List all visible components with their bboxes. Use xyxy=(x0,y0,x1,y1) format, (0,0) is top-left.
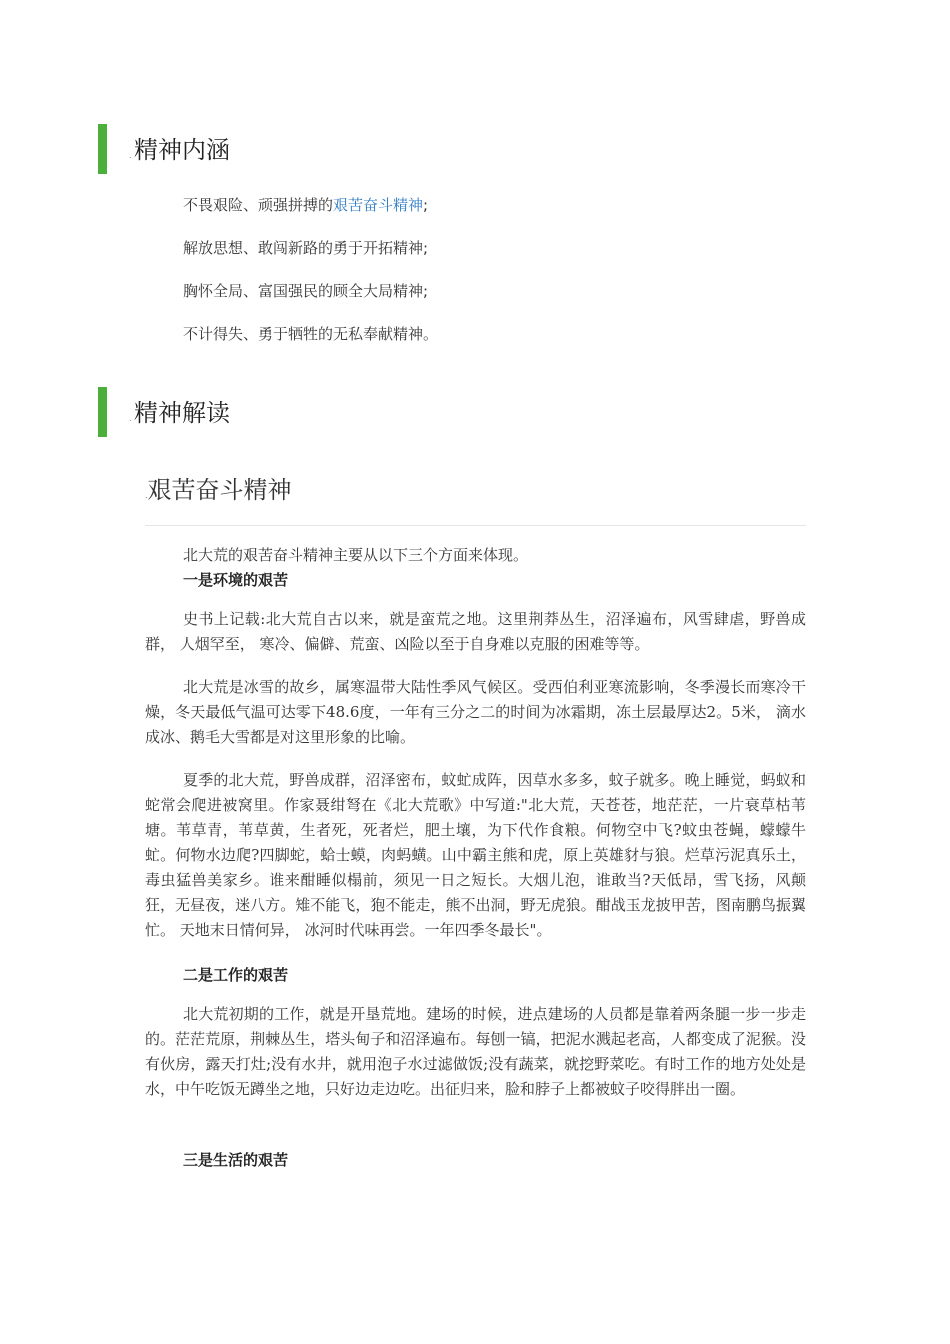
list-item: 不计得失、勇于牺牲的无私奉献精神。 xyxy=(183,325,439,343)
point-heading: 三是生活的艰苦 xyxy=(183,1151,289,1169)
section-title: 精神解读 xyxy=(134,399,230,427)
sub-heading: .艰苦奋斗精神 xyxy=(145,476,292,504)
heading-accent-bar xyxy=(98,387,107,437)
intro-text: 北大荒的艰苦奋斗精神主要从以下三个方面来体现。 xyxy=(183,546,529,564)
hard-work-spirit-link[interactable]: 艰苦奋斗精神 xyxy=(333,196,424,214)
paragraph: 北大荒是冰雪的故乡，属寒温带大陆性季风气候区。受西伯利亚寒流影响，冬季漫长而寒冷干燥，冬天最低气温可达零下48.6度，一年有三分之二的时间为冰霜期，冻土层最厚达2。5米， 滴水成冰、鹅毛大雪都是对这里形象的比喻。 xyxy=(145,678,806,746)
anchor-mark: . xyxy=(129,414,132,423)
paragraph: 夏季的北大荒，野兽成群，沼泽密布，蚊虻成阵，因草水多多，蚊子就多。晚上睡觉，蚂蚁和蛇常会爬进被窝里。作家聂绀弩在《北大荒歌》中写道:"北大荒，天苍苍，地茫茫，一片衰草枯苇塘。苇草青，苇草黄，生者死，死者烂，肥土壤，为下代作食粮。何物空中飞?蚊虫苍蝇，蠓蠓牛虻。何物水边爬?四脚蛇，蛤士蟆，肉蚂蟥。山中霸主熊和虎，原上英雄豺与狼。烂草污泥真乐土，毒虫猛兽美家乡。谁来酣睡似榻前，须见一日之短长。大烟儿泡，谁敢当?天低昂，雪飞扬，风颠狂，无昼夜，迷八方。雉不能飞，狍不能走，熊不出洞，野无虎狼。酣战玉龙披甲苦，图南鹏鸟振翼忙。 天地末日情何异， 冰河时代味再尝。一年四季冬最长"。 xyxy=(145,771,806,939)
anchor-mark: . xyxy=(129,151,132,160)
section-title: 精神内涵 xyxy=(134,136,230,164)
paragraph: 史书上记载:北大荒自古以来，就是蛮荒之地。这里荆莽丛生，沼泽遍布，风雪肆虐，野兽成群， 人烟罕至， 寒冷、偏僻、荒蛮、凶险以至于自身难以克服的困难等等。 xyxy=(145,610,806,653)
point-heading: 二是工作的艰苦 xyxy=(183,966,289,984)
divider xyxy=(145,525,806,526)
heading-accent-bar xyxy=(98,124,107,174)
list-item: 胸怀全局、富国强民的顾全大局精神; xyxy=(183,282,429,300)
list-item: 解放思想、敢闯新路的勇于开拓精神; xyxy=(183,239,429,257)
point-heading: 一是环境的艰苦 xyxy=(183,571,289,589)
paragraph: 北大荒初期的工作，就是开垦荒地。建场的时候，进点建场的人员都是靠着两条腿一步一步走的。茫茫荒原，荆棘丛生，塔头甸子和沼泽遍布。每刨一镐，把泥水溅起老高，人都变成了泥猴。没有伙房，露天打灶;没有水井，就用泡子水过滤做饭;没有蔬菜，就挖野菜吃。有时工作的地方处处是水，中午吃饭无蹲坐之地，只好边走边吃。出征归来，脸和脖子上都被蚊子咬得胖出一圈。 xyxy=(145,1005,806,1098)
list-item: 不畏艰险、顽强拼搏的艰苦奋斗精神; xyxy=(183,196,429,214)
